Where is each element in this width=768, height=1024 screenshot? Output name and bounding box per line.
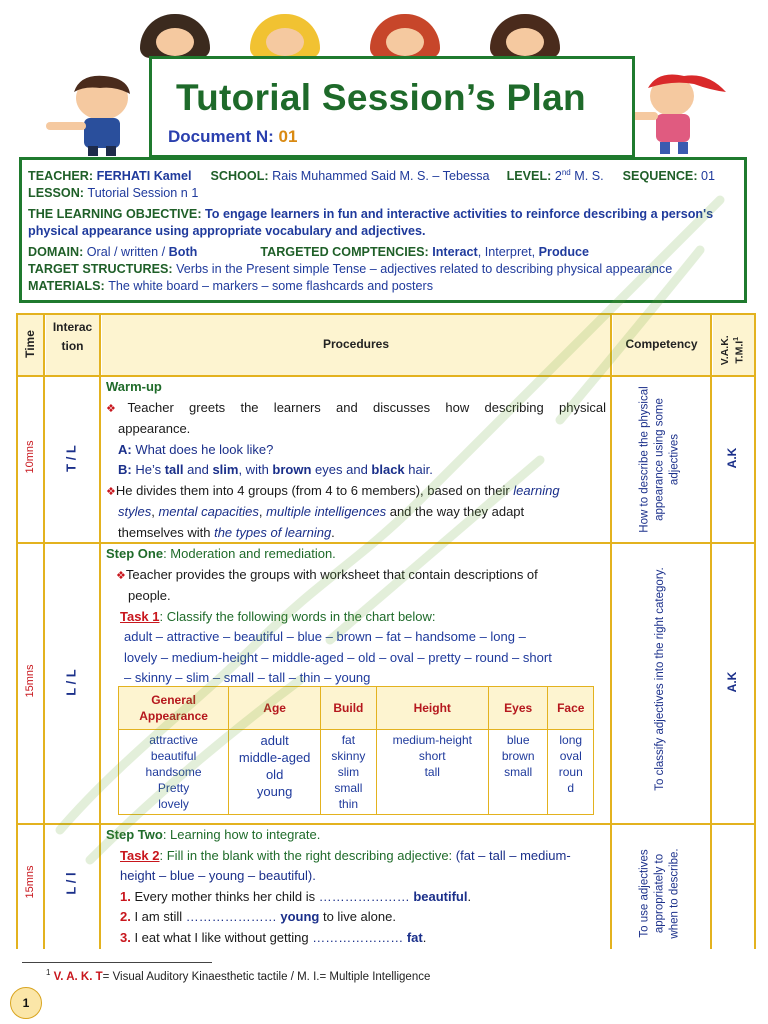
dialogue-b-brown: brown (272, 462, 312, 477)
structures-value: Verbs in the Present simple Tense – adjectives related to describing physical appearance (176, 262, 673, 277)
materials-label: MATERIALS: (28, 279, 109, 294)
level-label: LEVEL: (506, 169, 555, 184)
chart-header-eyes: Eyes (488, 687, 548, 730)
step-one-bullet-cont: people. (128, 588, 171, 603)
document-number (168, 127, 297, 147)
lesson-label: LESSON: (28, 186, 88, 201)
document-number-value: 01 (278, 127, 298, 146)
info-row-materials (28, 278, 738, 295)
chart-word: handsome (145, 765, 202, 779)
sentence-2 (106, 907, 606, 928)
chart-word: fat (341, 733, 356, 747)
page-title: Tutorial Session’s Plan (176, 77, 586, 118)
info-row-structures (28, 261, 738, 278)
header-interaction-line-1: Interac (52, 320, 93, 334)
header-vak (719, 322, 746, 378)
kids-banner-illustration (120, 10, 640, 60)
header-vak-line-2: T.M.I (733, 340, 746, 364)
sentence-2-answer: young (276, 909, 320, 924)
sentence-3-end: . (422, 929, 427, 945)
chart-header-build: Build (321, 687, 377, 730)
step-two-heading (106, 825, 606, 846)
step-one-procedure: Step One: Moderation and remediation. ❖Teacher provides the groups with worksheet that contain descriptions of people. Task 1: Classify the following words in the chart below: adult – attractive – beautiful – blue – brown – fat – handsome – long – lovely – medium-height – middle-aged – old – oval – pretty – round – short – skinny – slim – small – tall – thin – young (106, 544, 606, 689)
sentence-2-number: 2. (120, 909, 131, 924)
title-box (149, 56, 635, 158)
objective-text-2: physical appearance using appropriate vocabulary and adjectives. (28, 224, 426, 239)
warmup-comma-2: , (258, 504, 267, 519)
row2-time: 15mns (24, 664, 36, 698)
step-two-procedure (106, 825, 606, 948)
domain-value: Oral / written / (86, 245, 169, 260)
task2-label: Task 2 (120, 847, 160, 863)
dialogue-b-and: and (183, 462, 213, 477)
chart-word: old (265, 767, 284, 782)
competencies-label: TARGETED COMPTENCIES: (260, 245, 433, 260)
step-two-label: Step Two (106, 827, 163, 842)
row1-competency (638, 380, 683, 540)
sequence-value: 01 (701, 169, 716, 184)
step-one-label: Step One (106, 546, 164, 561)
warmup-procedure: Warm-up ❖Teacher greets the learners and discusses how describing physical appearance. A: What does he look like? B: He’s tall and slim, with brown eyes and black hair. ❖He divides them into 4 groups (from 4 to 6 members), based on their learning styles, mental capacities, multiple intelligences and the way they adapt themselves with the types of learning. (106, 379, 606, 540)
domain-label: DOMAIN: (28, 245, 87, 260)
sentence-3 (106, 928, 606, 949)
info-row-objective-2 (28, 223, 738, 240)
warmup-heading: Warm-up (106, 379, 162, 394)
info-row-domain: DOMAIN: Oral / written / Both TARGETED COMPTENCIES: Interact, Interpret, Produce (28, 245, 590, 260)
info-row-teacher (28, 164, 738, 185)
word-list-line-1: adult – attractive – beautiful – blue – brown – fat – handsome – long – (124, 629, 526, 644)
word-list-line-3: – skinny – slim – small – tall – thin – young (124, 670, 371, 685)
materials-value: The white board – markers – some flashcards and posters (108, 279, 434, 294)
warmup-learning: learning (513, 482, 560, 498)
structures-label: TARGET STRUCTURES: (28, 262, 177, 277)
dialogue-b-tall: tall (164, 462, 184, 477)
warmup-bullet-1-cont: appearance. (118, 421, 191, 436)
footnote-number: 1 (46, 968, 51, 977)
chart-word: young (256, 784, 293, 799)
kid-illustration (370, 14, 440, 58)
chart-word: skinny (331, 749, 366, 763)
competency-interact: Interact (432, 245, 478, 260)
header-interaction-line-2: tion (61, 339, 84, 353)
dialogue-b (106, 460, 606, 481)
objective-text-1: To engage learners in fun and interactive activities to reinforce describing a person's (205, 207, 714, 222)
step-two-title: : Learning how to integrate. (162, 827, 321, 842)
kid-illustration (250, 14, 320, 58)
chart-word: middle-aged (238, 750, 311, 765)
row3-competency-line-2: appropriately to (653, 853, 666, 934)
lesson-info-box (19, 157, 747, 303)
dialogue-a-text: What does he look like? (131, 441, 274, 457)
classification-header-row (119, 687, 594, 730)
chart-word: roun (558, 765, 583, 779)
sentence-1-end: . (467, 888, 472, 904)
sentence-2-end: to live alone. (319, 909, 396, 924)
objective-label: THE LEARNING OBJECTIVE: (28, 207, 206, 222)
chart-cell-face (548, 730, 594, 815)
dialogue-b-hair: hair. (404, 462, 433, 477)
procedure-table (16, 313, 756, 949)
dialogue-b-eyes: eyes and (311, 462, 372, 477)
dialogue-b-with: , with (238, 462, 273, 477)
row3-competency-line-1: To use adjectives (638, 849, 651, 938)
chart-word: blue (506, 733, 530, 747)
kid-illustration (140, 14, 210, 58)
document-number-label: Document N: (168, 127, 279, 146)
chart-word: oval (559, 749, 582, 763)
row3-time: 15mns (24, 865, 36, 899)
lesson-value: Tutorial Session n 1 (87, 186, 199, 201)
header-interaction (46, 318, 99, 356)
sentence-3-blank: ………………… (312, 929, 404, 945)
chart-word: thin (338, 797, 359, 811)
step-one-bullet: Teacher provides the groups with worksheet that contain descriptions of (125, 566, 538, 582)
task2-list-1: (fat – tall – medium- (455, 847, 571, 863)
chart-header-face: Face (548, 687, 594, 730)
task1-text: : Classify the following words in the chart below: (159, 608, 436, 624)
task2-line (106, 846, 606, 867)
chart-word: slim (337, 765, 360, 779)
footnote-text: = Visual Auditory Kinaesthetic tactile / M. I.= Multiple Intelligence (102, 970, 431, 983)
page-number: 1 (10, 987, 42, 1019)
chart-word: Pretty (157, 781, 190, 795)
chart-cell-build (321, 730, 377, 815)
dialogue-b-text: He’s (131, 462, 165, 477)
row2-competency: To classify adjectives into the right category. (654, 567, 666, 791)
dialogue-b-black: black (371, 462, 405, 477)
domain-both: Both (168, 245, 198, 260)
sentence-1-answer: beautiful (409, 888, 468, 904)
chart-word: attractive (149, 733, 198, 747)
sentence-3-answer: fat (403, 929, 423, 945)
sentence-1-blank: ………………… (318, 888, 410, 904)
chart-word: lovely (158, 797, 189, 811)
chart-cell-eyes (488, 730, 548, 815)
warmup-adapt: and the way they adapt (386, 504, 525, 519)
row2-vak: A.K (725, 671, 739, 693)
chart-word: short (418, 749, 446, 763)
school-label: SCHOOL: (210, 169, 273, 184)
footnote (46, 968, 430, 983)
chart-word: d (567, 781, 575, 795)
step-one-heading (106, 544, 606, 565)
warmup-styles: styles (118, 504, 152, 519)
classification-body-row (119, 730, 594, 815)
dialogue-a-label: A: (118, 441, 132, 457)
chart-header-age: Age (229, 687, 321, 730)
chart-word: tall (424, 765, 440, 779)
header-time: Time (23, 330, 37, 358)
warmup-types-of-learning: the types of learning (214, 524, 332, 540)
header-vak-line-1: V.A.K. (718, 335, 731, 366)
competency-interpret: Interpret (484, 245, 532, 260)
chart-word: beautiful (150, 749, 197, 763)
chart-word: small (504, 765, 533, 779)
teacher-name: FERHATI Kamel (96, 169, 192, 184)
chart-header-height: Height (376, 687, 488, 730)
task2-list-2: height – blue – young – beautiful). (120, 868, 316, 883)
sentence-1 (106, 887, 606, 908)
info-row-lesson (28, 185, 738, 202)
sequence-label: SEQUENCE: (622, 169, 702, 184)
sentence-2-blank: ………………… (185, 909, 277, 924)
teacher-label: TEACHER: (28, 169, 97, 184)
dialogue-b-label: B: (118, 462, 132, 477)
sentence-3-text: I eat what I like without getting (130, 929, 313, 945)
chart-cell-height (376, 730, 488, 815)
row1-interaction: T / L (63, 445, 79, 472)
task1-label: Task 1 (120, 608, 160, 624)
warmup-bullet-1: Teacher greets the learners and discusses how describing physical (127, 399, 606, 415)
row3-interaction: L / l (63, 872, 79, 895)
sentence-1-text: Every mother thinks her child is (130, 888, 319, 904)
footnote-divider (22, 962, 212, 963)
level-text: M. S. (570, 169, 604, 184)
warmup-bullet-2: He divides them into 4 groups (from 4 to 6 members), based on their (115, 482, 514, 498)
dialogue-b-slim: slim (212, 462, 239, 477)
girl-illustration (622, 70, 742, 155)
row1-competency-line-3: adjectives (668, 433, 681, 486)
chart-word: medium-height (392, 733, 472, 747)
chart-header-general-appearance: General Appearance (119, 687, 229, 730)
chart-cell-age (229, 730, 321, 815)
competency-produce: Produce (538, 245, 590, 260)
footnote-label: V. A. K. T (53, 970, 103, 983)
row1-competency-line-1: How to describe the physical (638, 386, 651, 533)
task1-line (106, 607, 606, 628)
level-value (555, 169, 604, 183)
dialogue-a (106, 440, 606, 461)
sentence-2-text: I am still (130, 909, 186, 924)
chart-cell-general-appearance (119, 730, 229, 815)
sentence-3-number: 3. (120, 929, 131, 945)
row3-competency-line-3: when to describe. (668, 848, 681, 939)
warmup-mental-capacities: mental capacities (158, 504, 259, 519)
chart-word: long (559, 733, 583, 747)
boy-illustration (40, 72, 150, 157)
row1-competency-line-2: appearance using some (653, 398, 666, 521)
row2-interaction: L / L (63, 669, 79, 696)
warmup-period: . (331, 524, 335, 540)
task2-text: : Fill in the blank with the right describing adjective: (159, 847, 456, 863)
info-row-objective (28, 206, 738, 223)
chart-word: adult (260, 733, 289, 748)
level-suffix: nd (561, 168, 571, 177)
classification-chart (118, 686, 594, 815)
level-number: 2 (554, 169, 562, 184)
school-name: Rais Muhammed Said M. S. – Tebessa (272, 169, 490, 184)
header-competency: Competency (625, 337, 698, 351)
warmup-themselves: themselves with (118, 524, 215, 540)
header-procedures: Procedures (322, 337, 390, 351)
row3-competency (638, 824, 683, 964)
warmup-comma-1: , (151, 504, 159, 519)
row1-vak: A.K (725, 447, 739, 469)
sentence-1-number: 1. (120, 888, 131, 904)
kid-illustration (490, 14, 560, 58)
warmup-multiple-intelligences: multiple intelligences (266, 504, 387, 519)
chart-word: brown (501, 749, 535, 763)
row1-time: 10mns (24, 440, 36, 474)
word-list-line-2: lovely – medium-height – middle-aged – old – oval – pretty – round – short (124, 649, 552, 665)
header-vak-footnote-ref: 1 (732, 336, 740, 341)
step-one-title: : Moderation and remediation. (163, 546, 336, 561)
chart-word: small (334, 781, 363, 795)
